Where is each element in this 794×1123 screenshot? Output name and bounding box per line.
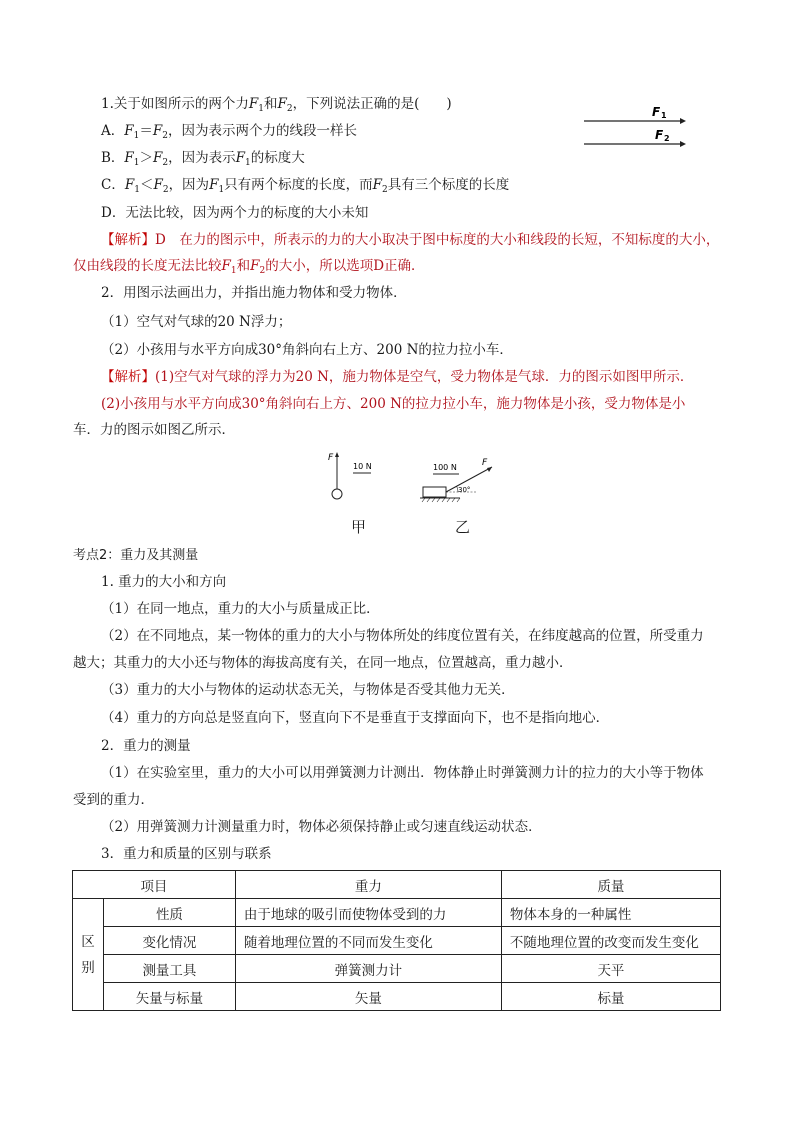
table-cell: 变化情况	[104, 927, 236, 955]
kp2-p2-line1: （2）在不同地点，某一物体的重力的大小与物体所处的纬度位置有关，在纬度越高的位置，所受重力	[101, 628, 704, 644]
gravity-mass-table	[72, 870, 721, 1011]
arrow-f1-sub: 1	[661, 111, 667, 120]
yi-scale-label: 100 N	[433, 463, 457, 472]
table-cell: 测量工具	[104, 955, 236, 983]
q1-option-b: B．$F_1>F_2$，因为表示$F_1$的标度大	[101, 150, 305, 168]
arrow-f2-head	[680, 141, 686, 147]
arrow-f2-sub: 2	[664, 134, 670, 143]
table-row	[73, 955, 721, 983]
table-header-cell: 质量	[501, 871, 720, 899]
arrow-f1-head	[680, 118, 686, 124]
table-header-cell: 重力	[235, 871, 501, 899]
yi-cart	[423, 487, 446, 497]
kp2-s3-title: 3．重力和质量的区别与联系	[101, 846, 272, 862]
table-cell: 矢量	[235, 983, 501, 1011]
kp2-p3: （3）重力的大小与物体的运动状态无关，与物体是否受其他力无关．	[101, 682, 515, 698]
kp2-m1-line2: 受到的重力．	[73, 792, 154, 808]
kp2-m1-line1: （1）在实验室里，重力的大小可以用弹簧测力计测出．物体静止时弹簧测力计的拉力的大小等于物体	[101, 765, 704, 781]
yi-angle-label: 30°	[458, 486, 471, 494]
arrow-f1-label: F	[652, 105, 661, 119]
table-row	[73, 927, 721, 955]
q2-item1: （1）空气对气球的20 N浮力；	[101, 314, 292, 330]
table-header-row	[73, 871, 721, 899]
table-row	[73, 899, 721, 927]
caption-yi: 乙	[455, 518, 471, 536]
a1-line1: 【解析】D 在力的图示中，所表示的力的大小取决于图中标度的大小和线段的长短，不知标度的大小，	[101, 232, 720, 248]
figure-yi	[418, 455, 508, 510]
a1-line2: 仅由线段的长度无法比较$F_1$和$F_2$的大小，所以选项D正确．	[73, 258, 425, 276]
kp2-p1: （1）在同一地点，重力的大小与质量成正比．	[101, 601, 380, 617]
table-cell: 标量	[501, 983, 720, 1011]
a2-line3: 车．力的图示如图乙所示．	[73, 422, 235, 438]
table-cell: 随着地理位置的不同而发生变化	[235, 927, 501, 955]
a2-line1: 【解析】(1)空气对气球的浮力为20 N，施力物体是空气，受力物体是气球．力的图示如图甲所示．	[101, 369, 694, 385]
table-group-label: 区别	[81, 933, 95, 976]
q1-force-figure	[584, 104, 694, 150]
a2-line2: (2)小孩用与水平方向成30°角斜向右上方、200 N的拉力拉小车，施力物体是小孩，受力物体是小	[101, 396, 686, 412]
kp2-s1-title: 1. 重力的大小和方向	[101, 574, 227, 590]
table-group-cell	[73, 899, 104, 1011]
table-cell: 弹簧测力计	[235, 955, 501, 983]
jia-balloon	[332, 489, 342, 499]
q2-stem: 2．用图示法画出力，并指出施力物体和受力物体．	[101, 285, 407, 301]
table-cell: 不随地理位置的改变而发生变化	[501, 927, 720, 955]
table-header-cell: 项目	[73, 871, 236, 899]
kp2-s2-title: 2．重力的测量	[101, 738, 191, 754]
jia-scale-label: 10 N	[353, 462, 372, 471]
kp2-p4: （4）重力的方向总是竖直向下，竖直向下不是垂直于支撑面向下，也不是指向地心．	[101, 710, 610, 726]
q1-option-c: C．$F_1<F_2$，因为$F_1$只有两个标度的长度，而$F_2$具有三个标度的长度	[101, 177, 510, 195]
table-cell: 矢量与标量	[104, 983, 236, 1011]
table-cell: 天平	[501, 955, 720, 983]
arrow-f2-label: F	[655, 128, 664, 142]
kp2-title: 考点2：重力及其测量	[73, 548, 199, 563]
kp2-p2-line2: 越大；其重力的大小还与物体的海拔高度有关，在同一地点，位置越高，重力越小．	[73, 655, 573, 671]
q1-stem: 1.关于如图所示的两个力$F_1$和$F_2$，下列说法正确的是( )	[101, 96, 452, 114]
yi-ground-hatch	[422, 498, 460, 502]
jia-force-label: F	[328, 453, 334, 463]
figure-jia	[320, 448, 390, 508]
q1-option-d: D．无法比较，因为两个力的标度的大小未知	[101, 205, 369, 221]
yi-arrow-head	[487, 467, 492, 472]
table-cell: 由于地球的吸引而使物体受到的力	[235, 899, 501, 927]
caption-jia: 甲	[351, 518, 367, 536]
yi-force-label: F	[482, 458, 488, 468]
jia-arrow-head	[335, 452, 339, 457]
table-cell: 性质	[104, 899, 236, 927]
table-row	[73, 983, 721, 1011]
kp2-m2: （2）用弹簧测力计测量重力时，物体必须保持静止或匀速直线运动状态．	[101, 819, 542, 835]
q1-option-a: A．$F_1=F_2$，因为表示两个力的线段一样长	[101, 123, 357, 141]
q2-item2: （2）小孩用与水平方向成30°角斜向右上方、200 N的拉力拉小车．	[101, 342, 513, 358]
table-cell: 物体本身的一种属性	[501, 899, 720, 927]
